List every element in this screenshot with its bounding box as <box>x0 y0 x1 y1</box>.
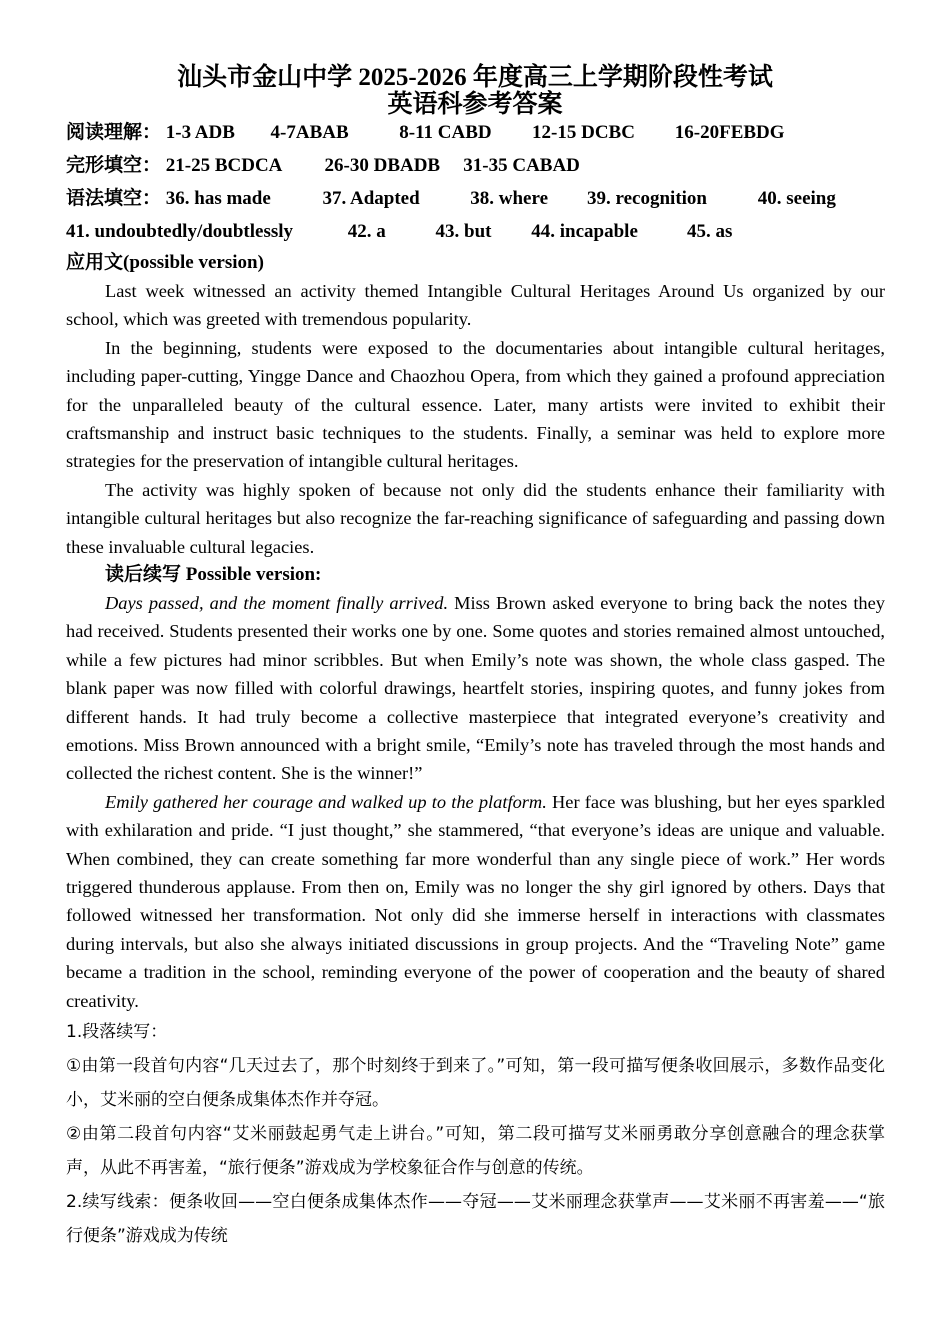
reading-answers-row <box>66 121 890 145</box>
continuation-heading: 读后续写 Possible version: <box>105 564 322 585</box>
note-line: ②由第二段首句内容“艾米丽鼓起勇气走上讲台。”可知，第二段可描写艾米丽勇敢分享创意融合的理念获掌声，从此不再害羞，“旅行便条”游戏成为学校象征合作与创意的传统。 <box>66 1124 885 1178</box>
reading-label: 阅读理解： <box>66 122 162 143</box>
answer-item: 43. but <box>435 221 492 242</box>
answer-item: 39. recognition <box>587 188 707 209</box>
note-line: 1.段落续写： <box>66 1022 168 1042</box>
answer-group: 21-25 BCDCA <box>165 155 283 176</box>
paragraph <box>66 589 885 788</box>
paragraph: Last week witnessed an activity themed Intangible Cultural Heritages Around Us organized by our school, which was greeted with tremendous popularity. <box>66 281 885 330</box>
paragraph: The activity was highly spoken of because not only did the students enhance their familiarity with intangible cultural heritages but also recognize the far-reaching significance of safeguarding and passing down these invaluable cultural legacies. <box>66 479 885 557</box>
page-title: 汕头市金山中学 2025-2026 年度高三上学期阶段性考试 <box>177 64 773 91</box>
answer-group: 26-30 DBADB <box>324 155 441 176</box>
applied-writing-heading: 应用文(possible version) <box>66 252 264 273</box>
grammar-answers-row-2 <box>66 220 890 244</box>
note-line: ①由第一段首句内容“几天过去了，那个时刻终于到来了。”可知，第一段可描写便条收回展示，多数作品变化小，艾米丽的空白便条成集体杰作并夺冠。 <box>66 1056 885 1110</box>
answer-group: 16-20FEBDG <box>674 122 785 143</box>
continuation-text <box>66 589 885 1015</box>
answer-group: 12-15 DCBC <box>532 122 635 143</box>
answer-group: 8-11 CABD <box>399 122 492 143</box>
page-subtitle: 英语科参考答案 <box>387 91 563 118</box>
answer-item: 37. Adapted <box>322 188 420 209</box>
answer-item: 44. incapable <box>531 221 638 242</box>
paragraph-lead: Emily gathered her courage and walked up to the platform. <box>105 791 547 812</box>
grammar-label: 语法填空： <box>66 188 162 209</box>
writing-notes <box>66 1015 885 1253</box>
answer-item: 42. a <box>347 221 386 242</box>
note-line: 2.续写线索：便条收回——空白便条成集体杰作——夺冠——艾米丽理念获掌声——艾米丽不再害羞——“旅行便条”游戏成为传统 <box>66 1192 885 1246</box>
paragraph <box>66 788 885 1015</box>
cloze-label: 完形填空： <box>66 155 162 176</box>
paragraph-body: Her face was blushing, but her eyes sparkled with exhilaration and pride. “I just thought,” she stammered, “that everyone’s ideas are unique and valuable. When combined, they can create something far more wonderful than any single piece of work.” Her words triggered thunderous applause. From then on, Emily was no longer the shy girl ignored by others. Days that followed witnessed her transformation. Not only did she immerse herself in interactions with classmates during intervals, but also she always initiated discussions in group projects. And the “Traveling Note” game became a tradition in the school, reminding everyone of the power of cooperation and the beauty of shared creativity. <box>66 791 885 1011</box>
answer-group: 1-3 ADB <box>165 122 235 143</box>
paragraph-body: Miss Brown asked everyone to bring back the notes they had received. Students presented their works one by one. Some quotes and stories remained almost untouched, while a few pictures had minor scribbles. But when Emily’s note was shown, the whole class gasped. The blank paper was now filled with colorful drawings, heartfelt stories, inspiring quotes, and funny jokes from different hands. It had truly become a collective masterpiece that integrated everyone’s creativity and emotions. Miss Brown announced with a bright smile, “Emily’s note has traveled through the most hands and collected the richest content. She is the winner!” <box>66 593 885 784</box>
applied-writing-text <box>66 277 885 561</box>
paragraph-lead: Days passed, and the moment finally arrived. <box>105 593 449 613</box>
answer-item: 41. undoubtedly/doubtlessly <box>66 221 294 242</box>
paragraph: In the beginning, students were exposed to the documentaries about intangible cultural heritages, including paper-cutting, Yingge Dance and Chaozhou Opera, from which they gained a profound appreciation for the unparalleled beauty of the cultural essence. Later, many artists were invited to exhibit their craftsmanship and instruct basic techniques to the students. Finally, a seminar was held to explore more strategies for the preservation of intangible cultural heritages. <box>66 337 885 472</box>
answer-group: 31-35 CABAD <box>463 155 580 176</box>
answer-item: 38. where <box>470 188 549 209</box>
cloze-answers-row <box>66 154 890 178</box>
answer-item: 36. has made <box>165 188 271 209</box>
answer-group: 4-7ABAB <box>270 122 349 143</box>
answer-item: 45. as <box>687 221 733 242</box>
answer-item: 40. seeing <box>757 188 836 209</box>
grammar-answers-row <box>66 187 890 211</box>
